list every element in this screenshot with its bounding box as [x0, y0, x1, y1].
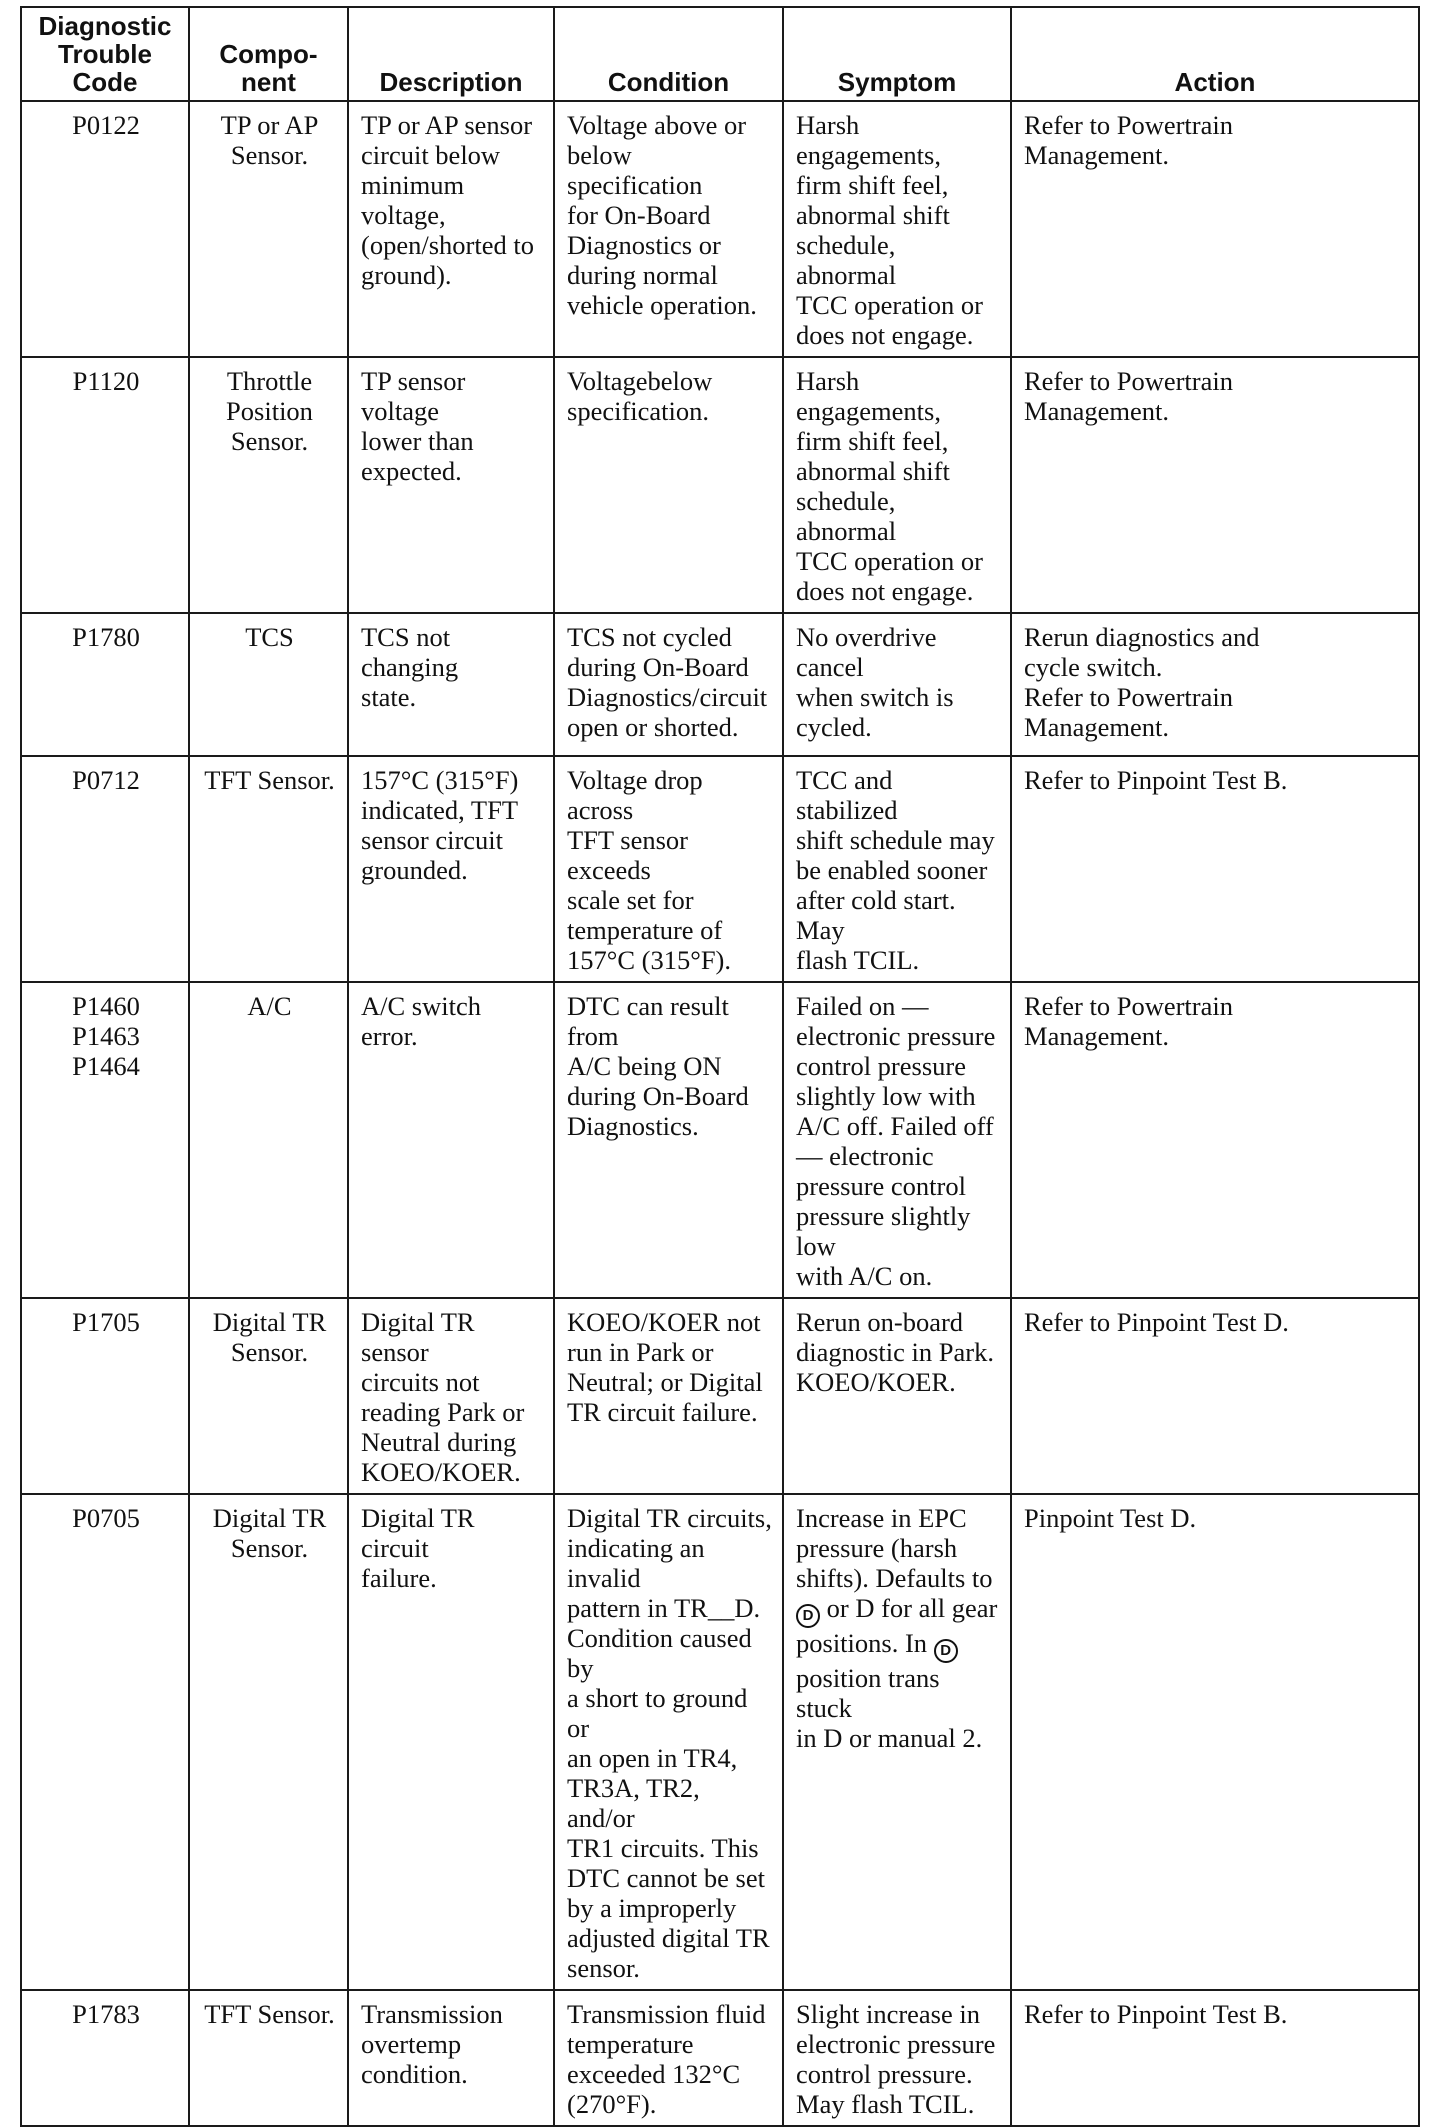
action: Refer to Pinpoint Test D. [1011, 1298, 1419, 1494]
condition: Voltage above or below specification for On-Board Diagnostics or during normal vehicle operation. [554, 101, 783, 357]
table-row [21, 1990, 1419, 2126]
action: Rerun diagnostics and cycle switch. Refer to Powertrain Management. [1011, 613, 1419, 756]
condition: Transmission fluid temperature exceeded 132°C (270°F). [554, 1990, 783, 2126]
description: TCS not changing state. [348, 613, 554, 756]
action: Refer to Powertrain Management. [1011, 101, 1419, 357]
component: TFT Sensor. [189, 1990, 348, 2126]
description: A/C switch error. [348, 982, 554, 1298]
description: Digital TR circuit failure. [348, 1494, 554, 1990]
dtc-code: P0122 [21, 101, 189, 357]
dtc-code: P1783 [21, 1990, 189, 2126]
dtc-code: P1120 [21, 357, 189, 613]
dtc-code: P0705 [21, 1494, 189, 1990]
overdrive-circle-icon: D [934, 1639, 958, 1663]
table-row [21, 756, 1419, 982]
action: Refer to Powertrain Management. [1011, 357, 1419, 613]
table-row [21, 613, 1419, 756]
header-row [21, 7, 1419, 101]
dtc-code: P0712 [21, 756, 189, 982]
dtc-code: P1460 P1463 P1464 [21, 982, 189, 1298]
dtc-code: P1780 [21, 613, 189, 756]
component: TFT Sensor. [189, 756, 348, 982]
component: TCS [189, 613, 348, 756]
header-symptom: Symptom [783, 7, 1011, 101]
dtc-code: P1705 [21, 1298, 189, 1494]
component: Throttle Position Sensor. [189, 357, 348, 613]
component: TP or AP Sensor. [189, 101, 348, 357]
condition: Digital TR circuits, indicating an invalid pattern in TR__D. Condition caused by a short to ground or an open in TR4, TR3A, TR2, and/or TR1 circuits. This DTC cannot be set by a improperly adjusted digital TR sensor. [554, 1494, 783, 1990]
condition: TCS not cycled during On-Board Diagnostics/circuit open or shorted. [554, 613, 783, 756]
header-description: Description [348, 7, 554, 101]
symptom-text-c: position trans stuck in D or manual 2. [796, 1663, 983, 1753]
condition: DTC can result from A/C being ON during On-Board Diagnostics. [554, 982, 783, 1298]
header-component: Compo- nent [189, 7, 348, 101]
description: Transmission overtemp condition. [348, 1990, 554, 2126]
table-row [21, 1298, 1419, 1494]
action: Refer to Pinpoint Test B. [1011, 1990, 1419, 2126]
component: A/C [189, 982, 348, 1298]
symptom: Slight increase in electronic pressure control pressure. May flash TCIL. [783, 1990, 1011, 2126]
symptom: Rerun on-board diagnostic in Park. KOEO/KOER. [783, 1298, 1011, 1494]
condition: Voltagebelow specification. [554, 357, 783, 613]
symptom: Harsh engagements, firm shift feel, abnormal shift schedule, abnormal TCC operation or does not engage. [783, 101, 1011, 357]
description: TP sensor voltage lower than expected. [348, 357, 554, 613]
table-row [21, 357, 1419, 613]
symptom: TCC and stabilized shift schedule may be enabled sooner after cold start. May flash TCIL. [783, 756, 1011, 982]
description: 157°C (315°F) indicated, TFT sensor circuit grounded. [348, 756, 554, 982]
condition: KOEO/KOER not run in Park or Neutral; or Digital TR circuit failure. [554, 1298, 783, 1494]
symptom-text-a: Increase in EPC pressure (harsh shifts). Defaults to [796, 1503, 993, 1593]
symptom [783, 1494, 1011, 1990]
symptom-text-b: or D for all gear positions. In [796, 1593, 998, 1658]
table-row [21, 101, 1419, 357]
header-code: Diagnostic Trouble Code [21, 7, 189, 101]
table-row [21, 1494, 1419, 1990]
condition: Voltage drop across TFT sensor exceeds scale set for temperature of 157°C (315°F). [554, 756, 783, 982]
component: Digital TR Sensor. [189, 1298, 348, 1494]
action: Pinpoint Test D. [1011, 1494, 1419, 1990]
description: Digital TR sensor circuits not reading Park or Neutral during KOEO/KOER. [348, 1298, 554, 1494]
table-row [21, 982, 1419, 1298]
symptom: Harsh engagements, firm shift feel, abnormal shift schedule, abnormal TCC operation or does not engage. [783, 357, 1011, 613]
symptom: No overdrive cancel when switch is cycled. [783, 613, 1011, 756]
overdrive-circle-icon: D [796, 1604, 820, 1628]
symptom: Failed on — electronic pressure control pressure slightly low with A/C off. Failed off — electronic pressure control pressure slightly low with A/C on. [783, 982, 1011, 1298]
dtc-table [20, 6, 1420, 2127]
action: Refer to Pinpoint Test B. [1011, 756, 1419, 982]
description: TP or AP sensor circuit below minimum voltage, (open/shorted to ground). [348, 101, 554, 357]
header-action: Action [1011, 7, 1419, 101]
header-condition: Condition [554, 7, 783, 101]
action: Refer to Powertrain Management. [1011, 982, 1419, 1298]
component: Digital TR Sensor. [189, 1494, 348, 1990]
